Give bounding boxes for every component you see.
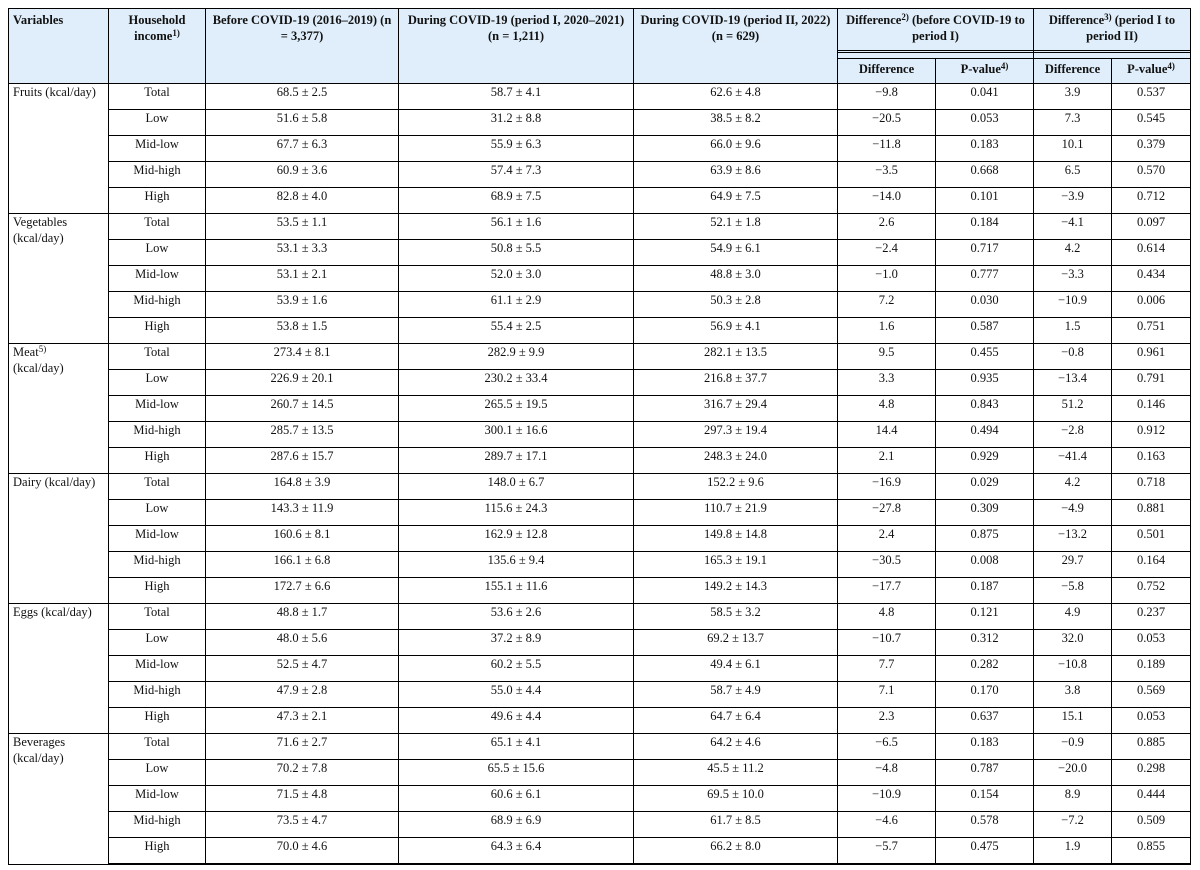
income-cell: Total — [109, 604, 206, 630]
pvalue-1-cell: 0.154 — [936, 786, 1034, 812]
before-cell: 53.1 ± 3.3 — [206, 240, 399, 266]
pvalue-2-cell: 0.053 — [1112, 630, 1191, 656]
variable-label: Eggs (kcal/day) — [9, 604, 109, 734]
difference-1-cell: 3.3 — [838, 370, 936, 396]
pvalue-1-cell: 0.312 — [936, 630, 1034, 656]
table-row — [9, 526, 1191, 552]
pvalue-2-cell: 0.570 — [1112, 162, 1191, 188]
pvalue-1-cell: 0.187 — [936, 578, 1034, 604]
pvalue-1-cell: 0.282 — [936, 656, 1034, 682]
income-cell: Low — [109, 110, 206, 136]
income-cell: High — [109, 838, 206, 865]
difference-2-cell: −0.9 — [1034, 734, 1112, 760]
period-1-cell: 60.6 ± 6.1 — [399, 786, 634, 812]
income-cell: Total — [109, 84, 206, 110]
difference-1-cell: −16.9 — [838, 474, 936, 500]
period-1-cell: 55.9 ± 6.3 — [399, 136, 634, 162]
difference-2-cell: −7.2 — [1034, 812, 1112, 838]
period-2-cell: 63.9 ± 8.6 — [634, 162, 838, 188]
before-cell: 53.9 ± 1.6 — [206, 292, 399, 318]
difference-1-cell: −10.9 — [838, 786, 936, 812]
income-cell: Mid-high — [109, 812, 206, 838]
difference-2-cell: −41.4 — [1034, 448, 1112, 474]
income-cell: Mid-high — [109, 292, 206, 318]
difference-1-cell: −6.5 — [838, 734, 936, 760]
table-row — [9, 734, 1191, 760]
pvalue-1-cell: 0.029 — [936, 474, 1034, 500]
table-row — [9, 292, 1191, 318]
pvalue-1-cell: 0.929 — [936, 448, 1034, 474]
before-cell: 70.0 ± 4.6 — [206, 838, 399, 865]
header-before-covid: Before COVID-19 (2016–2019) (n = 3,377) — [206, 9, 399, 84]
before-cell: 51.6 ± 5.8 — [206, 110, 399, 136]
before-cell: 53.8 ± 1.5 — [206, 318, 399, 344]
variable-label: Dairy (kcal/day) — [9, 474, 109, 604]
period-1-cell: 68.9 ± 7.5 — [399, 188, 634, 214]
difference-2-cell: −2.8 — [1034, 422, 1112, 448]
pvalue-1-cell: 0.668 — [936, 162, 1034, 188]
difference-2-cell: −4.9 — [1034, 500, 1112, 526]
before-cell: 82.8 ± 4.0 — [206, 188, 399, 214]
before-cell: 287.6 ± 15.7 — [206, 448, 399, 474]
difference-2-cell: −13.4 — [1034, 370, 1112, 396]
difference-1-cell: −5.7 — [838, 838, 936, 865]
difference-1-cell: −11.8 — [838, 136, 936, 162]
period-2-cell: 61.7 ± 8.5 — [634, 812, 838, 838]
income-cell: High — [109, 708, 206, 734]
variable-label: Vegetables (kcal/day) — [9, 214, 109, 344]
pvalue-1-cell: 0.030 — [936, 292, 1034, 318]
header-rule — [838, 48, 1033, 53]
table-row — [9, 760, 1191, 786]
before-cell: 67.7 ± 6.3 — [206, 136, 399, 162]
before-cell: 73.5 ± 4.7 — [206, 812, 399, 838]
pvalue-1-cell: 0.935 — [936, 370, 1034, 396]
table-row — [9, 214, 1191, 240]
pvalue-2-cell: 0.189 — [1112, 656, 1191, 682]
difference-1-cell: −9.8 — [838, 84, 936, 110]
period-1-cell: 289.7 ± 17.1 — [399, 448, 634, 474]
period-1-cell: 155.1 ± 11.6 — [399, 578, 634, 604]
pvalue-2-cell: 0.097 — [1112, 214, 1191, 240]
pvalue-1-cell: 0.494 — [936, 422, 1034, 448]
table-row — [9, 344, 1191, 370]
pvalue-1-cell: 0.843 — [936, 396, 1034, 422]
period-1-cell: 50.8 ± 5.5 — [399, 240, 634, 266]
period-1-cell: 282.9 ± 9.9 — [399, 344, 634, 370]
difference-2-cell: −0.8 — [1034, 344, 1112, 370]
period-1-cell: 65.1 ± 4.1 — [399, 734, 634, 760]
difference-2-cell: 15.1 — [1034, 708, 1112, 734]
period-1-cell: 53.6 ± 2.6 — [399, 604, 634, 630]
pvalue-1-cell: 0.183 — [936, 136, 1034, 162]
pvalue-2-cell: 0.855 — [1112, 838, 1191, 865]
table-row — [9, 162, 1191, 188]
period-2-cell: 69.5 ± 10.0 — [634, 786, 838, 812]
difference-2-cell: 1.9 — [1034, 838, 1112, 865]
pvalue-2-cell: 0.434 — [1112, 266, 1191, 292]
period-1-cell: 60.2 ± 5.5 — [399, 656, 634, 682]
pvalue-2-cell: 0.752 — [1112, 578, 1191, 604]
difference-2-cell: 4.2 — [1034, 240, 1112, 266]
period-2-cell: 110.7 ± 21.9 — [634, 500, 838, 526]
before-cell: 52.5 ± 4.7 — [206, 656, 399, 682]
difference-2-cell: 1.5 — [1034, 318, 1112, 344]
difference-1-cell: 7.1 — [838, 682, 936, 708]
header-rule — [1034, 48, 1190, 53]
period-2-cell: 152.2 ± 9.6 — [634, 474, 838, 500]
header-household-income: Household income$^{1)}$ — [109, 9, 206, 84]
income-cell: High — [109, 318, 206, 344]
period-1-cell: 31.2 ± 8.8 — [399, 110, 634, 136]
period-2-cell: 149.8 ± 14.8 — [634, 526, 838, 552]
pvalue-2-cell: 0.718 — [1112, 474, 1191, 500]
table-row — [9, 500, 1191, 526]
difference-2-cell: −3.3 — [1034, 266, 1112, 292]
before-cell: 48.8 ± 1.7 — [206, 604, 399, 630]
table-row — [9, 630, 1191, 656]
table-row — [9, 240, 1191, 266]
period-2-cell: 45.5 ± 11.2 — [634, 760, 838, 786]
period-1-cell: 49.6 ± 4.4 — [399, 708, 634, 734]
income-cell: Mid-low — [109, 136, 206, 162]
pvalue-2-cell: 0.614 — [1112, 240, 1191, 266]
income-cell: Low — [109, 370, 206, 396]
period-1-cell: 68.9 ± 6.9 — [399, 812, 634, 838]
pvalue-1-cell: 0.455 — [936, 344, 1034, 370]
table-row — [9, 838, 1191, 865]
difference-2-cell: −13.2 — [1034, 526, 1112, 552]
before-cell: 47.9 ± 2.8 — [206, 682, 399, 708]
pvalue-2-cell: 0.237 — [1112, 604, 1191, 630]
pvalue-2-cell: 0.912 — [1112, 422, 1191, 448]
income-cell: High — [109, 448, 206, 474]
table-row — [9, 656, 1191, 682]
period-2-cell: 66.0 ± 9.6 — [634, 136, 838, 162]
period-2-cell: 38.5 ± 8.2 — [634, 110, 838, 136]
pvalue-2-cell: 0.006 — [1112, 292, 1191, 318]
pvalue-1-cell: 0.787 — [936, 760, 1034, 786]
table-row — [9, 84, 1191, 110]
pvalue-2-cell: 0.146 — [1112, 396, 1191, 422]
before-cell: 166.1 ± 6.8 — [206, 552, 399, 578]
before-cell: 260.7 ± 14.5 — [206, 396, 399, 422]
period-2-cell: 49.4 ± 6.1 — [634, 656, 838, 682]
before-cell: 143.3 ± 11.9 — [206, 500, 399, 526]
difference-1-cell: 7.7 — [838, 656, 936, 682]
header-difference-period-1-to-2: Difference$^{3)}$ (period I to period II) — [1034, 9, 1191, 59]
difference-2-cell: 3.8 — [1034, 682, 1112, 708]
period-1-cell: 56.1 ± 1.6 — [399, 214, 634, 240]
period-1-cell: 58.7 ± 4.1 — [399, 84, 634, 110]
difference-1-cell: 7.2 — [838, 292, 936, 318]
difference-1-cell: 2.1 — [838, 448, 936, 474]
header-pvalue-1: P-value$^{4)}$ — [936, 59, 1034, 84]
income-cell: Total — [109, 474, 206, 500]
period-2-cell: 50.3 ± 2.8 — [634, 292, 838, 318]
before-cell: 172.7 ± 6.6 — [206, 578, 399, 604]
income-cell: Low — [109, 630, 206, 656]
income-cell: Low — [109, 240, 206, 266]
variable-label: Beverages (kcal/day) — [9, 734, 109, 865]
difference-1-cell: −3.5 — [838, 162, 936, 188]
before-cell: 48.0 ± 5.6 — [206, 630, 399, 656]
period-2-cell: 64.7 ± 6.4 — [634, 708, 838, 734]
table-row — [9, 136, 1191, 162]
difference-1-cell: −27.8 — [838, 500, 936, 526]
pvalue-2-cell: 0.053 — [1112, 708, 1191, 734]
table-row — [9, 552, 1191, 578]
before-cell: 160.6 ± 8.1 — [206, 526, 399, 552]
pvalue-1-cell: 0.587 — [936, 318, 1034, 344]
period-2-cell: 69.2 ± 13.7 — [634, 630, 838, 656]
table-row — [9, 370, 1191, 396]
table-row — [9, 578, 1191, 604]
pvalue-1-cell: 0.183 — [936, 734, 1034, 760]
before-cell: 68.5 ± 2.5 — [206, 84, 399, 110]
before-cell: 164.8 ± 3.9 — [206, 474, 399, 500]
difference-1-cell: −10.7 — [838, 630, 936, 656]
difference-2-cell: 32.0 — [1034, 630, 1112, 656]
difference-2-cell: 7.3 — [1034, 110, 1112, 136]
pvalue-2-cell: 0.885 — [1112, 734, 1191, 760]
difference-1-cell: −20.5 — [838, 110, 936, 136]
difference-2-cell: −10.8 — [1034, 656, 1112, 682]
income-cell: Mid-low — [109, 526, 206, 552]
table-row — [9, 188, 1191, 214]
difference-1-cell: 4.8 — [838, 396, 936, 422]
period-1-cell: 37.2 ± 8.9 — [399, 630, 634, 656]
pvalue-1-cell: 0.717 — [936, 240, 1034, 266]
difference-2-cell: −3.9 — [1034, 188, 1112, 214]
income-cell: High — [109, 188, 206, 214]
pvalue-1-cell: 0.777 — [936, 266, 1034, 292]
period-2-cell: 54.9 ± 6.1 — [634, 240, 838, 266]
period-1-cell: 230.2 ± 33.4 — [399, 370, 634, 396]
before-cell: 226.9 ± 20.1 — [206, 370, 399, 396]
difference-2-cell: 4.2 — [1034, 474, 1112, 500]
pvalue-2-cell: 0.545 — [1112, 110, 1191, 136]
period-2-cell: 64.2 ± 4.6 — [634, 734, 838, 760]
pvalue-2-cell: 0.444 — [1112, 786, 1191, 812]
income-cell: Total — [109, 214, 206, 240]
difference-2-cell: 3.9 — [1034, 84, 1112, 110]
income-cell: Mid-low — [109, 656, 206, 682]
pvalue-1-cell: 0.875 — [936, 526, 1034, 552]
header-variables: Variables — [9, 9, 109, 84]
variable-label: Meat$^{5)}$ (kcal/day) — [9, 344, 109, 474]
header-pvalue-2: P-value$^{4)}$ — [1112, 59, 1191, 84]
pvalue-2-cell: 0.569 — [1112, 682, 1191, 708]
income-cell: Low — [109, 500, 206, 526]
period-1-cell: 55.4 ± 2.5 — [399, 318, 634, 344]
pvalue-1-cell: 0.053 — [936, 110, 1034, 136]
table-row — [9, 266, 1191, 292]
table-row — [9, 786, 1191, 812]
pvalue-1-cell: 0.637 — [936, 708, 1034, 734]
period-1-cell: 65.5 ± 15.6 — [399, 760, 634, 786]
period-1-cell: 162.9 ± 12.8 — [399, 526, 634, 552]
before-cell: 285.7 ± 13.5 — [206, 422, 399, 448]
difference-1-cell: −14.0 — [838, 188, 936, 214]
period-1-cell: 57.4 ± 7.3 — [399, 162, 634, 188]
period-2-cell: 56.9 ± 4.1 — [634, 318, 838, 344]
before-cell: 53.1 ± 2.1 — [206, 266, 399, 292]
table-body — [9, 84, 1191, 865]
pvalue-1-cell: 0.309 — [936, 500, 1034, 526]
pvalue-1-cell: 0.008 — [936, 552, 1034, 578]
period-2-cell: 316.7 ± 29.4 — [634, 396, 838, 422]
difference-1-cell: 9.5 — [838, 344, 936, 370]
income-cell: High — [109, 578, 206, 604]
pvalue-1-cell: 0.041 — [936, 84, 1034, 110]
table-row — [9, 422, 1191, 448]
difference-2-cell: 29.7 — [1034, 552, 1112, 578]
period-2-cell: 48.8 ± 3.0 — [634, 266, 838, 292]
before-cell: 273.4 ± 8.1 — [206, 344, 399, 370]
pvalue-2-cell: 0.751 — [1112, 318, 1191, 344]
period-1-cell: 148.0 ± 6.7 — [399, 474, 634, 500]
before-cell: 47.3 ± 2.1 — [206, 708, 399, 734]
difference-2-cell: 8.9 — [1034, 786, 1112, 812]
period-1-cell: 300.1 ± 16.6 — [399, 422, 634, 448]
table-row — [9, 812, 1191, 838]
income-cell: Mid-low — [109, 266, 206, 292]
difference-2-cell: 4.9 — [1034, 604, 1112, 630]
table-container — [8, 8, 1191, 865]
income-cell: Total — [109, 344, 206, 370]
difference-2-cell: −10.9 — [1034, 292, 1112, 318]
difference-2-cell: 6.5 — [1034, 162, 1112, 188]
income-cell: Mid-low — [109, 396, 206, 422]
pvalue-2-cell: 0.961 — [1112, 344, 1191, 370]
difference-2-cell: 10.1 — [1034, 136, 1112, 162]
difference-1-cell: 4.8 — [838, 604, 936, 630]
pvalue-1-cell: 0.101 — [936, 188, 1034, 214]
period-1-cell: 265.5 ± 19.5 — [399, 396, 634, 422]
period-2-cell: 62.6 ± 4.8 — [634, 84, 838, 110]
difference-1-cell: −1.0 — [838, 266, 936, 292]
income-cell: Mid-high — [109, 552, 206, 578]
pvalue-2-cell: 0.379 — [1112, 136, 1191, 162]
pvalue-2-cell: 0.298 — [1112, 760, 1191, 786]
income-cell: Mid-high — [109, 682, 206, 708]
pvalue-2-cell: 0.791 — [1112, 370, 1191, 396]
table-row — [9, 396, 1191, 422]
period-2-cell: 248.3 ± 24.0 — [634, 448, 838, 474]
difference-1-cell: −17.7 — [838, 578, 936, 604]
period-2-cell: 297.3 ± 19.4 — [634, 422, 838, 448]
period-1-cell: 55.0 ± 4.4 — [399, 682, 634, 708]
period-2-cell: 165.3 ± 19.1 — [634, 552, 838, 578]
period-1-cell: 115.6 ± 24.3 — [399, 500, 634, 526]
difference-1-cell: −4.8 — [838, 760, 936, 786]
period-2-cell: 66.2 ± 8.0 — [634, 838, 838, 865]
difference-1-cell: 14.4 — [838, 422, 936, 448]
pvalue-2-cell: 0.712 — [1112, 188, 1191, 214]
difference-1-cell: 1.6 — [838, 318, 936, 344]
variable-label: Fruits (kcal/day) — [9, 84, 109, 214]
table-row — [9, 318, 1191, 344]
nutrition-table — [8, 8, 1191, 865]
header-difference-1: Difference — [838, 59, 936, 84]
difference-2-cell: −5.8 — [1034, 578, 1112, 604]
pvalue-2-cell: 0.163 — [1112, 448, 1191, 474]
period-2-cell: 64.9 ± 7.5 — [634, 188, 838, 214]
period-1-cell: 64.3 ± 6.4 — [399, 838, 634, 865]
table-header — [9, 9, 1191, 84]
income-cell: Mid-high — [109, 162, 206, 188]
income-cell: Mid-low — [109, 786, 206, 812]
table-row — [9, 604, 1191, 630]
before-cell: 70.2 ± 7.8 — [206, 760, 399, 786]
pvalue-1-cell: 0.170 — [936, 682, 1034, 708]
difference-2-cell: −20.0 — [1034, 760, 1112, 786]
income-cell: Total — [109, 734, 206, 760]
difference-1-cell: −30.5 — [838, 552, 936, 578]
period-1-cell: 135.6 ± 9.4 — [399, 552, 634, 578]
period-2-cell: 52.1 ± 1.8 — [634, 214, 838, 240]
difference-1-cell: 2.3 — [838, 708, 936, 734]
pvalue-2-cell: 0.164 — [1112, 552, 1191, 578]
difference-1-cell: 2.4 — [838, 526, 936, 552]
table-row — [9, 110, 1191, 136]
pvalue-1-cell: 0.121 — [936, 604, 1034, 630]
before-cell: 71.5 ± 4.8 — [206, 786, 399, 812]
difference-1-cell: −4.6 — [838, 812, 936, 838]
table-row — [9, 448, 1191, 474]
income-cell: Mid-high — [109, 422, 206, 448]
period-1-cell: 52.0 ± 3.0 — [399, 266, 634, 292]
table-row — [9, 708, 1191, 734]
before-cell: 71.6 ± 2.7 — [206, 734, 399, 760]
difference-2-cell: 51.2 — [1034, 396, 1112, 422]
difference-1-cell: 2.6 — [838, 214, 936, 240]
pvalue-1-cell: 0.184 — [936, 214, 1034, 240]
before-cell: 60.9 ± 3.6 — [206, 162, 399, 188]
header-period-2: During COVID-19 (period II, 2022) (n = 629) — [634, 9, 838, 84]
difference-2-cell: −4.1 — [1034, 214, 1112, 240]
table-row — [9, 474, 1191, 500]
before-cell: 53.5 ± 1.1 — [206, 214, 399, 240]
pvalue-1-cell: 0.475 — [936, 838, 1034, 865]
period-2-cell: 216.8 ± 37.7 — [634, 370, 838, 396]
header-difference-before-to-period-1: Difference$^{2)}$ (before COVID-19 to period I) — [838, 9, 1034, 59]
period-2-cell: 282.1 ± 13.5 — [634, 344, 838, 370]
period-2-cell: 58.7 ± 4.9 — [634, 682, 838, 708]
pvalue-2-cell: 0.509 — [1112, 812, 1191, 838]
pvalue-2-cell: 0.501 — [1112, 526, 1191, 552]
difference-1-cell: −2.4 — [838, 240, 936, 266]
header-period-1: During COVID-19 (period I, 2020–2021) (n = 1,211) — [399, 9, 634, 84]
pvalue-1-cell: 0.578 — [936, 812, 1034, 838]
table-row — [9, 682, 1191, 708]
period-2-cell: 58.5 ± 3.2 — [634, 604, 838, 630]
pvalue-2-cell: 0.537 — [1112, 84, 1191, 110]
period-1-cell: 61.1 ± 2.9 — [399, 292, 634, 318]
pvalue-2-cell: 0.881 — [1112, 500, 1191, 526]
income-cell: Low — [109, 760, 206, 786]
period-2-cell: 149.2 ± 14.3 — [634, 578, 838, 604]
header-difference-2: Difference — [1034, 59, 1112, 84]
